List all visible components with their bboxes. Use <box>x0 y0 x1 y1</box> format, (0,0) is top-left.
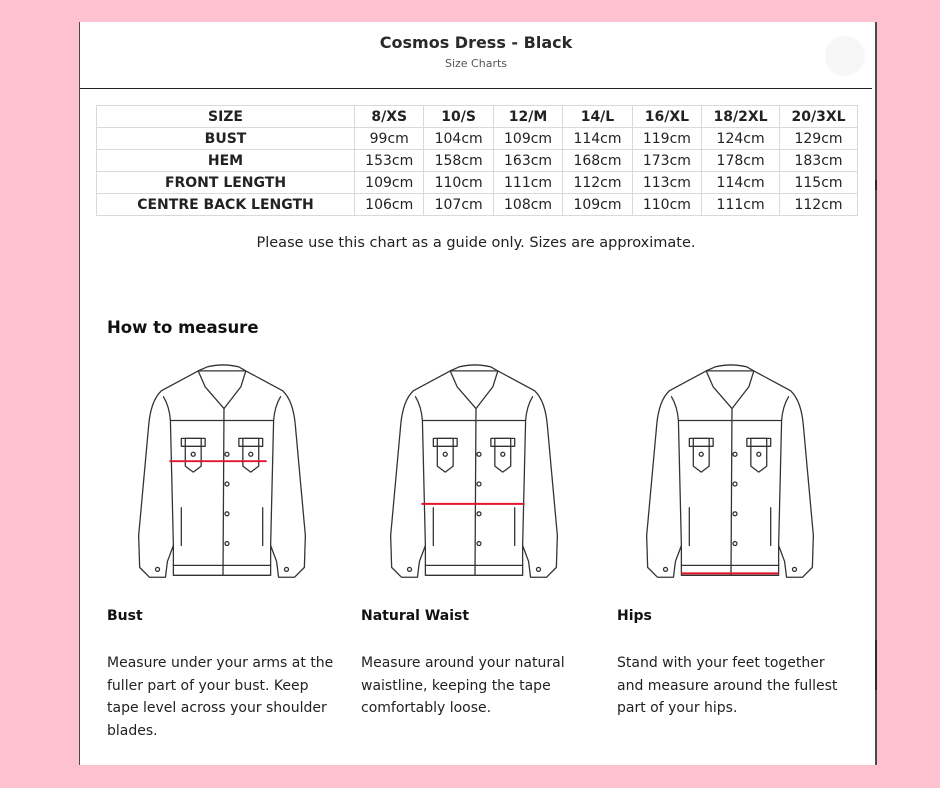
measure-description-bust: Measure under your arms at the fuller part of your bust. Keep tape level across your shoulder blades. <box>107 655 334 739</box>
measure-label-waist: Natural Waist <box>361 608 470 624</box>
size-header: 8/XS <box>355 106 424 128</box>
table-cell: 173cm <box>632 150 701 172</box>
jacket-hips-diagram <box>641 357 821 615</box>
table-row <box>97 128 858 150</box>
size-header: 18/2XL <box>702 106 780 128</box>
table-cell: 163cm <box>493 150 562 172</box>
table-cell: 112cm <box>780 194 858 216</box>
table-cell: 183cm <box>780 150 858 172</box>
table-row <box>97 194 858 216</box>
measure-description-hips: Stand with your feet together and measure around the fullest part of your hips. <box>617 655 838 716</box>
table-cell: 178cm <box>702 150 780 172</box>
table-cell: 168cm <box>563 150 632 172</box>
product-title: Cosmos Dress - Black <box>379 33 573 52</box>
table-cell: 111cm <box>702 194 780 216</box>
table-cell: 111cm <box>493 172 562 194</box>
close-button[interactable] <box>825 36 865 76</box>
row-label: FRONT LENGTH <box>97 172 355 194</box>
table-cell: 129cm <box>780 128 858 150</box>
table-cell: 119cm <box>632 128 701 150</box>
table-cell: 99cm <box>355 128 424 150</box>
size-header: 12/M <box>493 106 562 128</box>
how-to-measure-heading: How to measure <box>107 318 259 337</box>
table-row <box>97 172 858 194</box>
modal-header <box>80 22 872 89</box>
table-cell: 114cm <box>563 128 632 150</box>
table-cell: 109cm <box>355 172 424 194</box>
table-cell: 113cm <box>632 172 701 194</box>
table-cell: 109cm <box>563 194 632 216</box>
table-cell: 110cm <box>632 194 701 216</box>
measure-description-waist: Measure around your natural waistline, keeping the tape comfortably loose. <box>361 655 565 716</box>
table-cell: 112cm <box>563 172 632 194</box>
table-cell: 106cm <box>355 194 424 216</box>
table-header-row <box>97 106 858 128</box>
table-cell: 108cm <box>493 194 562 216</box>
size-header: 14/L <box>563 106 632 128</box>
table-cell: 153cm <box>355 150 424 172</box>
table-cell: 114cm <box>702 172 780 194</box>
row-label: HEM <box>97 150 355 172</box>
jacket-bust-diagram <box>133 357 313 615</box>
table-cell: 107cm <box>424 194 493 216</box>
table-cell: 115cm <box>780 172 858 194</box>
table-cell: 110cm <box>424 172 493 194</box>
size-header: 10/S <box>424 106 493 128</box>
row-label: CENTRE BACK LENGTH <box>97 194 355 216</box>
table-cell: 124cm <box>702 128 780 150</box>
table-cell: 109cm <box>493 128 562 150</box>
size-header: 20/3XL <box>780 106 858 128</box>
jacket-waist-diagram <box>385 357 565 615</box>
size-column-header: SIZE <box>97 106 355 128</box>
size-chart-note: Please use this chart as a guide only. Sizes are approximate. <box>256 235 696 251</box>
size-chart-table <box>96 105 858 216</box>
modal-subtitle: Size Charts <box>444 57 508 70</box>
table-row <box>97 150 858 172</box>
measure-label-bust: Bust <box>107 608 143 624</box>
row-label: BUST <box>97 128 355 150</box>
table-cell: 104cm <box>424 128 493 150</box>
size-chart-modal <box>80 22 875 765</box>
size-header: 16/XL <box>632 106 701 128</box>
table-cell: 158cm <box>424 150 493 172</box>
measure-label-hips: Hips <box>617 608 652 624</box>
